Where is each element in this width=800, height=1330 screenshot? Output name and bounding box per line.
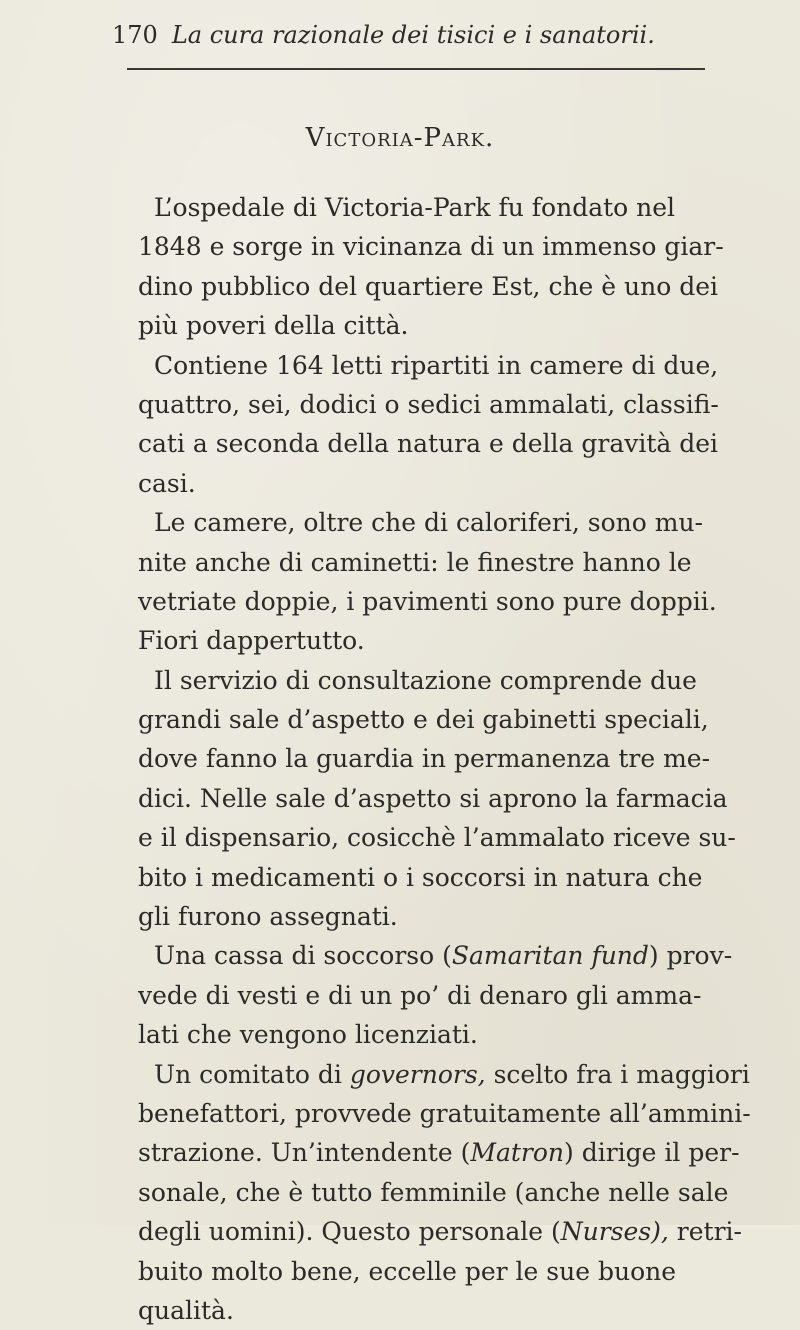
text-line: vede di vesti e di un po’ di denaro gli amma- — [138, 980, 702, 1010]
text-line: benefattori, provvede gratuitamente all’ammini- — [138, 1098, 751, 1128]
italic-term: Nurses), — [560, 1217, 669, 1247]
text-line: L’ospedale di Victoria-Park fu fondato nel — [154, 193, 676, 222]
text-segment: ) dirige il per- — [564, 1138, 740, 1168]
running-head — [112, 20, 712, 50]
text-line: gli furono assegnati. — [138, 902, 398, 932]
text-line — [138, 936, 738, 975]
text-line: casi. — [138, 468, 196, 498]
text-line: dove fanno la guardia in permanenza tre me- — [138, 744, 711, 774]
header-rule — [127, 68, 705, 70]
text-line: dino pubblico del quartiere Est, che è uno dei — [138, 271, 719, 301]
italic-term: Matron — [470, 1138, 564, 1168]
text-line: vetriate doppie, i pavimenti sono pure doppii. — [138, 586, 717, 616]
text-segment: Una cassa di soccorso ( — [154, 941, 452, 971]
text-line: 1848 e sorge in vicinanza di un immenso giar- — [138, 232, 724, 262]
text-segment: ) prov- — [648, 941, 733, 971]
body-text — [138, 188, 751, 1330]
text-line: e il dispensario, cosicchè l’ammalato riceve su- — [138, 823, 736, 853]
text-line: cati a seconda della natura e della gravità dei — [138, 429, 719, 459]
italic-term: Samaritan fund — [451, 941, 649, 971]
text-line: quattro, sei, dodici o sedici ammalati, classifi- — [138, 389, 719, 419]
text-line: bito i medicamenti o i soccorsi in natura che — [138, 862, 703, 892]
text-line: Il servizio di consultazione comprende due — [154, 665, 697, 695]
text-line: buito molto bene, eccelle per le sue buone — [138, 1256, 677, 1286]
text-line — [138, 1133, 738, 1172]
text-line: più poveri della città. — [138, 311, 409, 341]
text-line: nite anche di caminetti: le finestre hanno le — [138, 547, 692, 577]
text-line: Contiene 164 letti ripartiti in camere di due, — [154, 350, 719, 380]
page-number: 170 — [112, 21, 158, 49]
text-line — [138, 1055, 750, 1094]
text-line: grandi sale d’aspetto e dei gabinetti speciali, — [138, 705, 709, 735]
text-segment: Un comitato di — [154, 1059, 350, 1089]
running-title: La cura razionale dei tisici e i sanatorii. — [171, 21, 655, 49]
text-segment: strazione. Un’intendente ( — [138, 1138, 471, 1168]
section-title: Victoria-Park. — [305, 123, 495, 153]
text-line: dici. Nelle sale d’aspetto si aprono la farmacia — [138, 783, 728, 813]
text-line: Le camere, oltre che di caloriferi, sono mu- — [154, 508, 703, 538]
text-segment: degli uomini). Questo personale ( — [138, 1217, 561, 1247]
text-segment: retri- — [668, 1217, 742, 1247]
italic-term: governors, — [349, 1059, 486, 1089]
text-line: sonale, che è tutto femminile (anche nelle sale — [138, 1177, 729, 1207]
text-line: Fiori dappertutto. — [138, 626, 365, 656]
text-segment: scelto fra i maggiori — [485, 1059, 750, 1089]
text-line — [138, 1212, 742, 1251]
text-line: qualità. — [138, 1295, 234, 1325]
text-line: lati che vengono licenziati. — [138, 1020, 478, 1050]
